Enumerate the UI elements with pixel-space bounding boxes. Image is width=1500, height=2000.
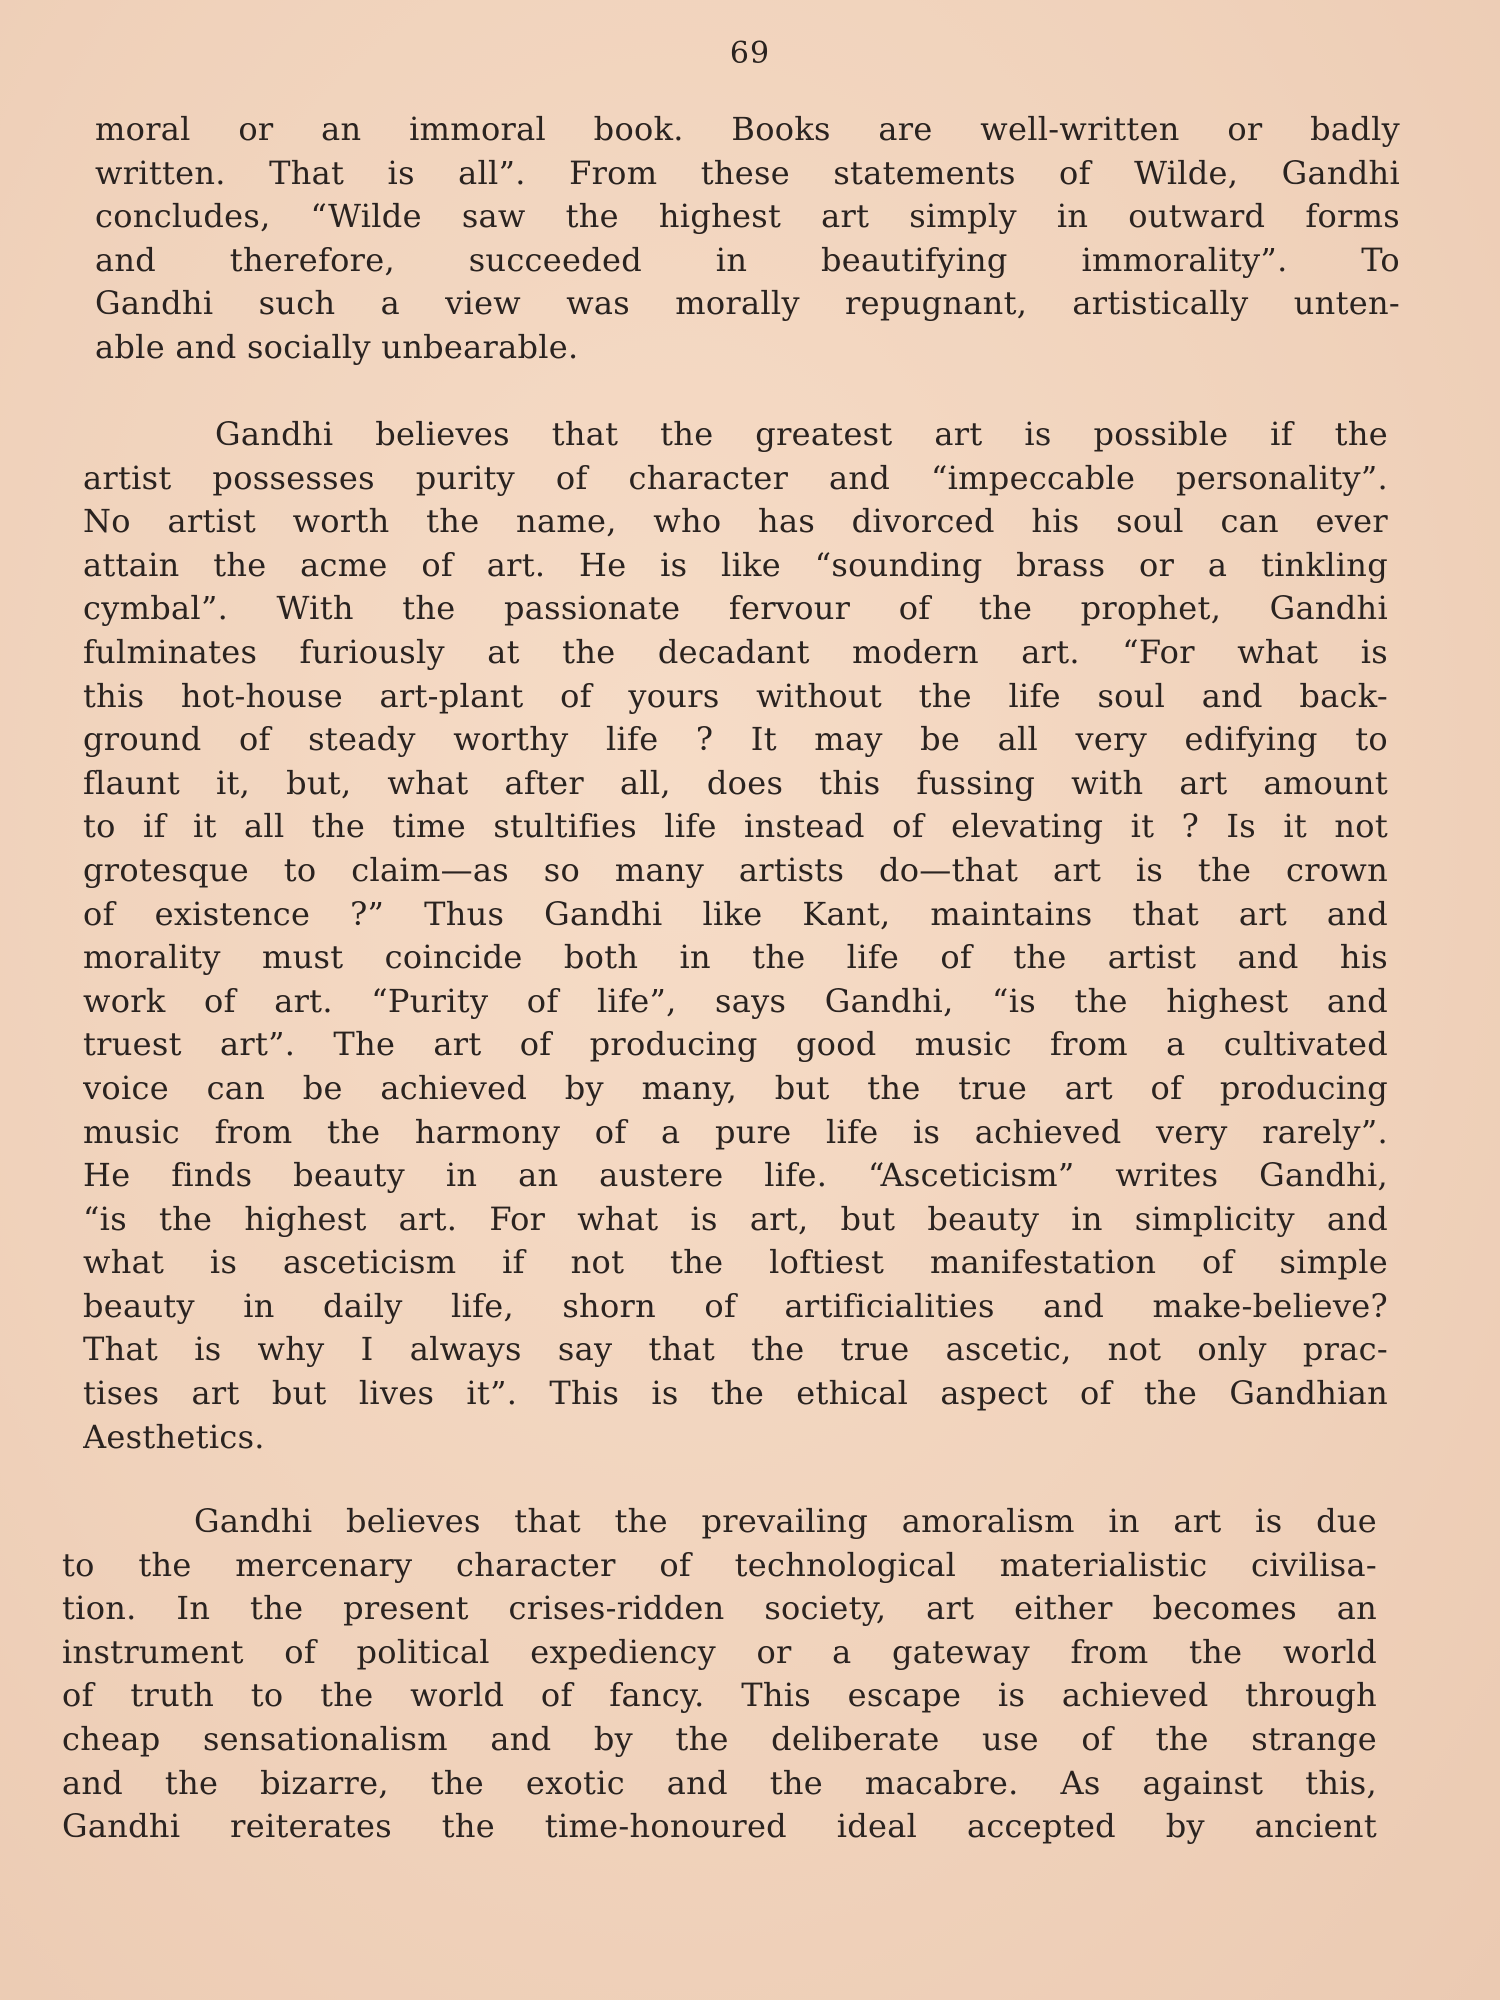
text-line: concludes, “Wilde saw the highest art simply in outward forms <box>95 197 1400 236</box>
text-line: artist possesses purity of character and “impeccable personality”. <box>83 458 1388 497</box>
text-line: Gandhi believes that the greatest art is possible if the <box>215 415 1388 453</box>
text-line: That is why I always say that the true ascetic, not only prac- <box>83 1330 1388 1369</box>
text-line: truest art”. The art of producing good music from a cultivated <box>83 1025 1388 1064</box>
text-line: of truth to the world of fancy. This escape is achieved through <box>62 1676 1377 1715</box>
text-line: to if it all the time stultifies life instead of elevating it ? Is it not <box>83 807 1388 846</box>
text-line: cheap sensationalism and by the deliberate use of the strange <box>62 1719 1377 1758</box>
text-line: tion. In the present crises-ridden society, art either becomes an <box>62 1589 1377 1628</box>
text-line: moral or an immoral book. Books are well-written or badly <box>95 110 1400 148</box>
text-line: grotesque to claim—as so many artists do—that art is the crown <box>83 850 1388 889</box>
paragraph-1 <box>95 108 1400 370</box>
text-line: morality must coincide both in the life of the artist and his <box>83 938 1388 977</box>
text-line: work of art. “Purity of life”, says Gandhi, “is the highest and <box>83 981 1388 1020</box>
text-line: ground of steady worthy life ? It may be all very edifying to <box>83 720 1388 759</box>
paragraph-2 <box>83 413 1388 1459</box>
text-line: He finds beauty in an austere life. “Asceticism” writes Gandhi, <box>83 1156 1388 1195</box>
page-number: 69 <box>729 36 771 71</box>
text-line: what is asceticism if not the loftiest manifestation of simple <box>83 1243 1388 1282</box>
text-line: Gandhi reiterates the time-honoured ideal accepted by ancient <box>62 1807 1377 1846</box>
text-line: No artist worth the name, who has divorced his soul can ever <box>83 502 1388 541</box>
text-line: able and socially unbearable. <box>95 327 579 366</box>
text-line: of existence ?” Thus Gandhi like Kant, maintains that art and <box>83 894 1388 933</box>
text-line: and the bizarre, the exotic and the macabre. As against this, <box>62 1763 1377 1802</box>
text-line: Gandhi such a view was morally repugnant, artistically unten- <box>95 284 1400 323</box>
text-line: written. That is all”. From these statements of Wilde, Gandhi <box>95 153 1400 192</box>
text-line: “is the highest art. For what is art, but beauty in simplicity and <box>83 1199 1388 1238</box>
paragraph-3 <box>62 1500 1377 1849</box>
text-line: instrument of political expediency or a gateway from the world <box>62 1632 1377 1671</box>
text-line: voice can be achieved by many, but the true art of producing <box>83 1068 1388 1107</box>
text-line: Aesthetics. <box>83 1417 265 1456</box>
text-line: Gandhi believes that the prevailing amoralism in art is due <box>194 1502 1377 1540</box>
text-line: fulminates furiously at the decadant modern art. “For what is <box>83 632 1388 671</box>
text-line: music from the harmony of a pure life is achieved very rarely”. <box>83 1112 1388 1151</box>
text-line: beauty in daily life, shorn of artificialities and make-believe? <box>83 1286 1388 1325</box>
text-line: and therefore, succeeded in beautifying immorality”. To <box>95 240 1400 279</box>
text-line: to the mercenary character of technological materialistic civilisa- <box>62 1545 1377 1584</box>
text-line: tises art but lives it”. This is the ethical aspect of the Gandhian <box>83 1374 1388 1413</box>
text-line: attain the acme of art. He is like “sounding brass or a tinkling <box>83 545 1388 584</box>
text-line: flaunt it, but, what after all, does this fussing with art amount <box>83 763 1388 802</box>
text-line: this hot-house art-plant of yours without the life soul and back- <box>83 676 1388 715</box>
text-line: cymbal”. With the passionate fervour of the prophet, Gandhi <box>83 589 1388 628</box>
